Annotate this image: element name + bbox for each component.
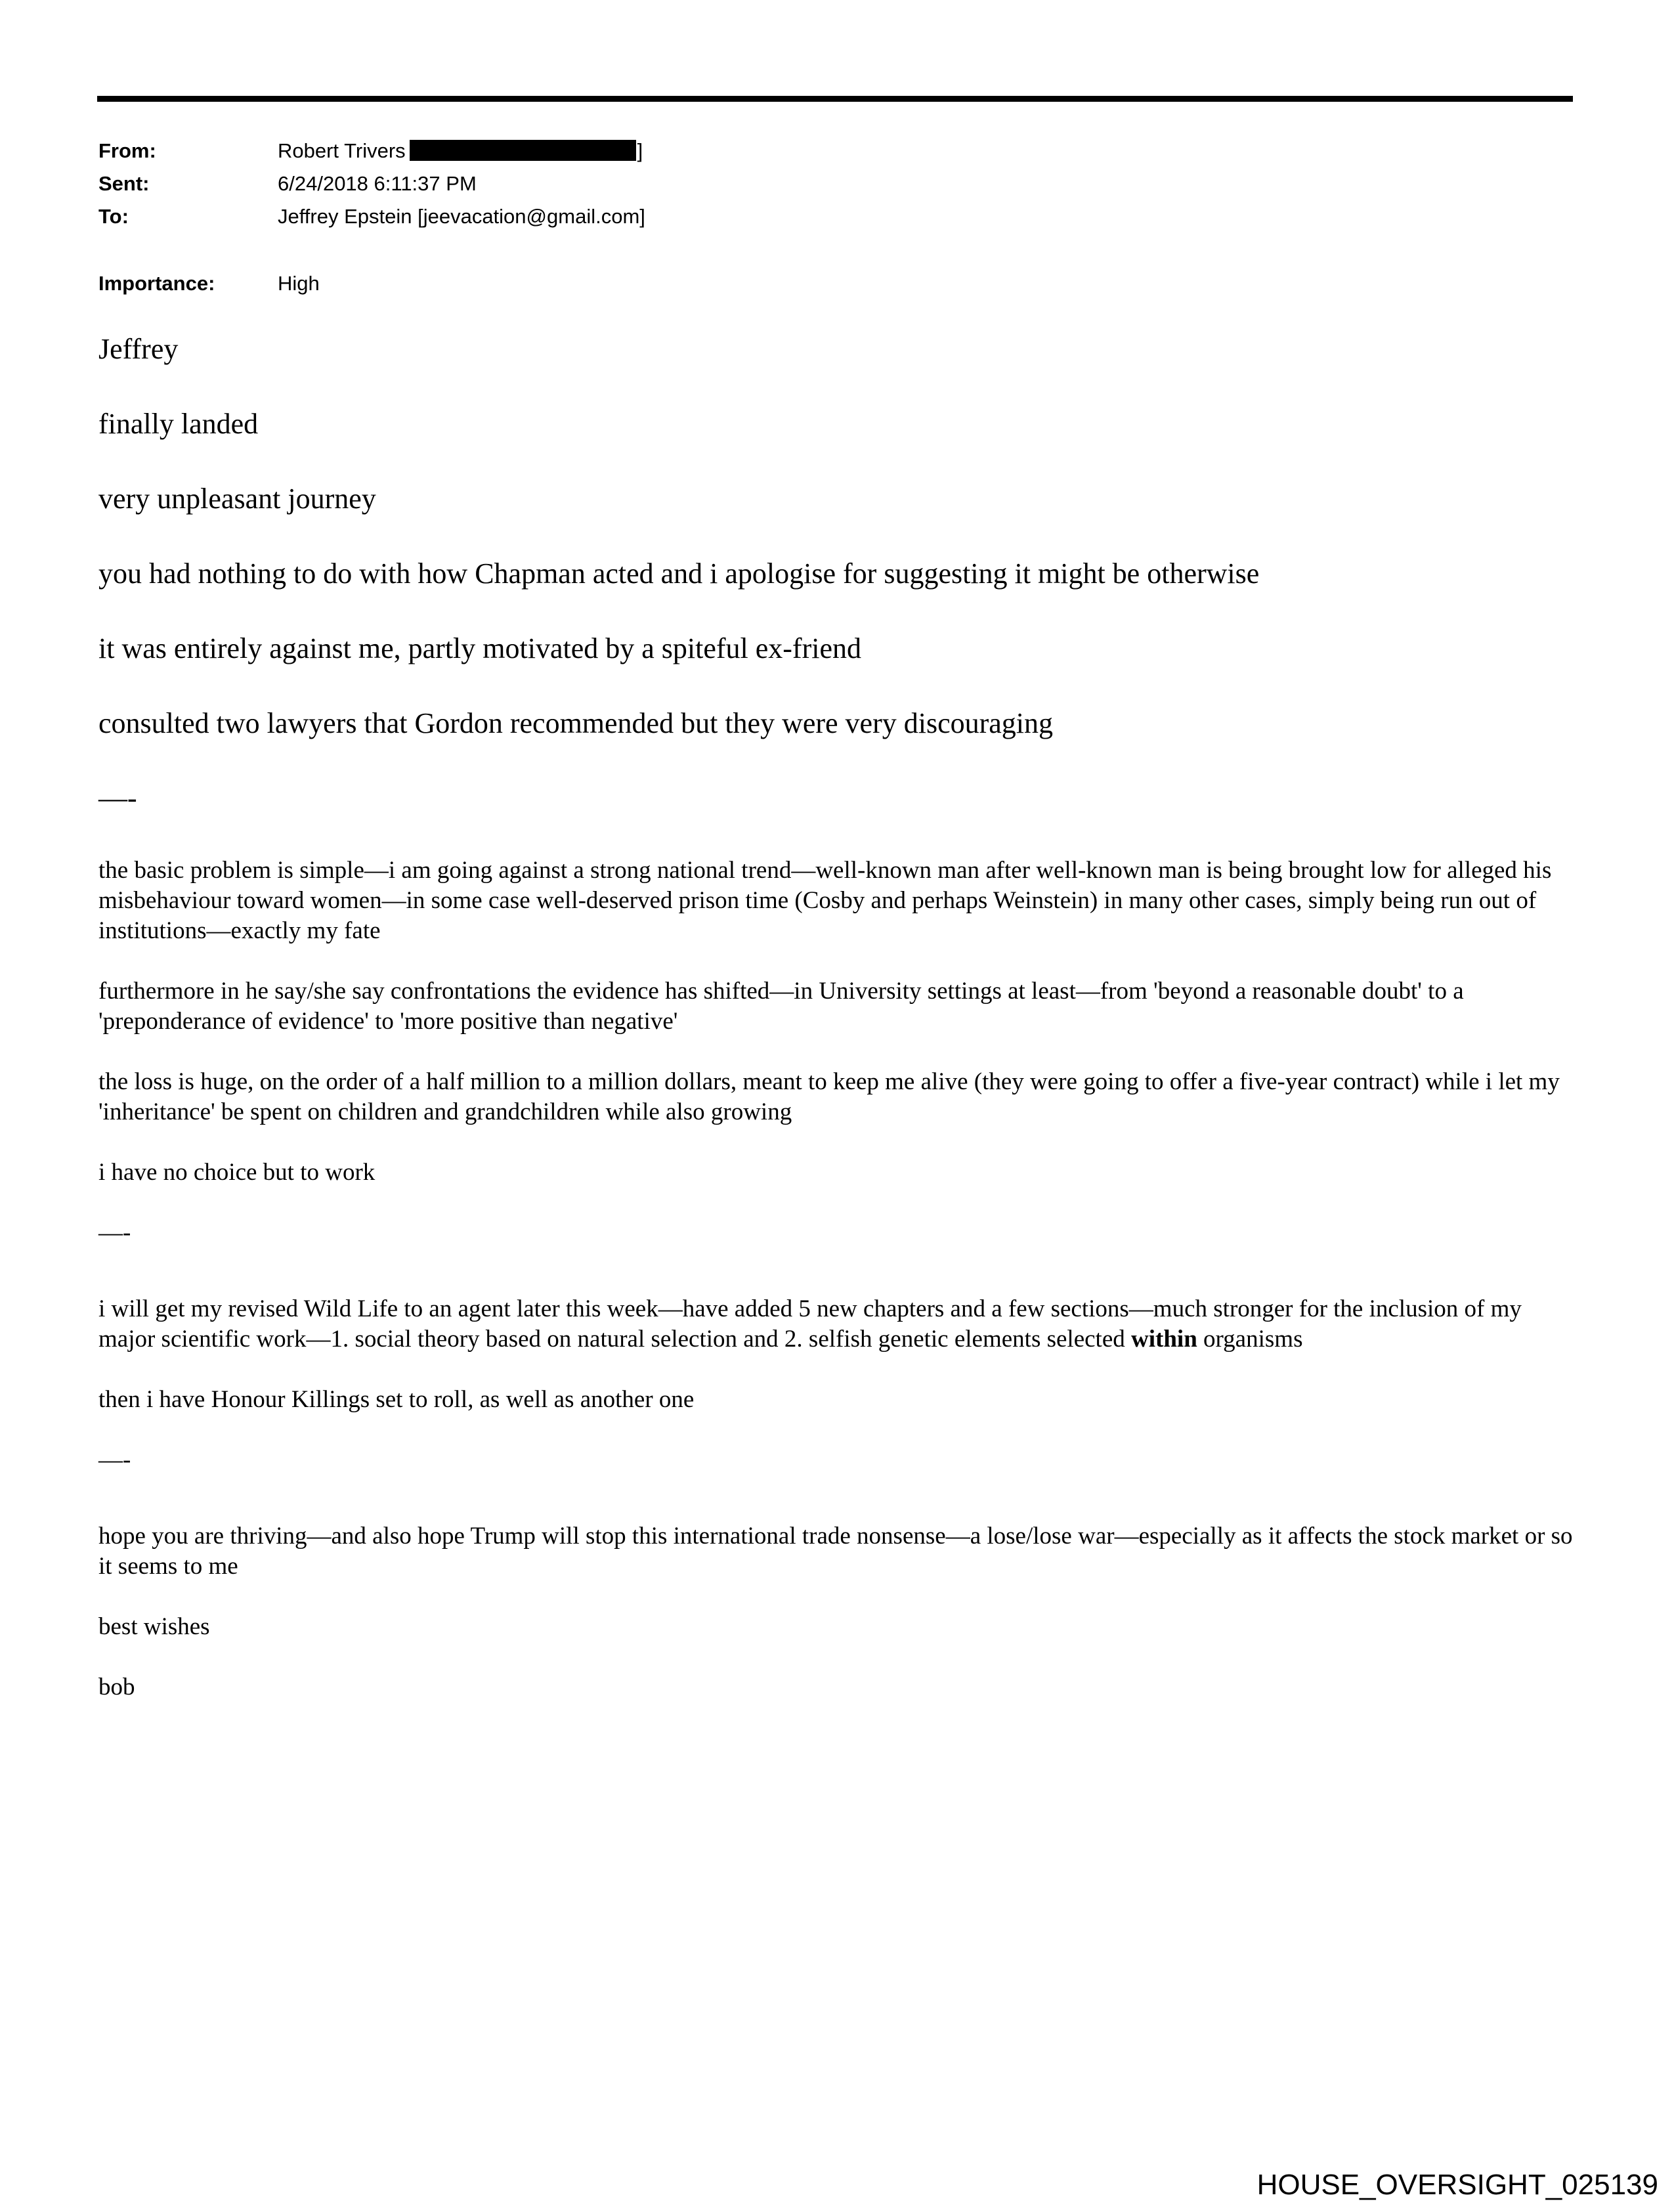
to-label: To: [98, 205, 129, 228]
body-paragraph [98, 631, 1577, 666]
text-run: —- [98, 1219, 131, 1246]
sent-value: 6/24/2018 6:11:37 PM [278, 172, 477, 195]
email-body [98, 332, 1577, 1733]
bold-text-run: within [1131, 1326, 1197, 1353]
body-paragraph [98, 481, 1577, 517]
body-paragraph [98, 1521, 1577, 1582]
body-paragraph [98, 1385, 1577, 1415]
body-paragraph [98, 406, 1577, 442]
importance-label: Importance: [98, 272, 215, 295]
text-run: —- [98, 1446, 131, 1473]
body-paragraph [98, 1294, 1577, 1355]
text-run: finally landed [98, 408, 259, 440]
redaction-bar [410, 140, 636, 161]
body-paragraph [98, 1067, 1577, 1127]
text-run: then i have Honour Killings set to roll, as well as another one [98, 1386, 695, 1413]
email-headers [98, 135, 1576, 300]
from-label: From: [98, 139, 156, 162]
text-run: consulted two lawyers that Gordon recommended but they were very discouraging [98, 707, 1054, 739]
body-paragraph [98, 856, 1577, 946]
separator-line [98, 781, 1577, 816]
top-rule [97, 96, 1573, 102]
header-row-importance [98, 267, 1576, 300]
from-value [278, 135, 643, 167]
separator-line [98, 1445, 1577, 1475]
text-run: hope you are thriving—and also hope Trump will stop this international trade nonsense—a lose/lose war—especially as it affects the stock market or so it seems to me [98, 1523, 1573, 1580]
text-run: the basic problem is simple—i am going against a strong national trend—well-known man after well-known man is being brought low for alleged his misbehaviour toward women—in some case well-deserved prison time (Cosby and perhaps Weinstein) in many other cases, simply being run out of institutions—exactly my fate [98, 857, 1552, 944]
from-name: Robert Trivers [278, 139, 406, 162]
body-paragraph [98, 706, 1577, 741]
body-paragraph [98, 1672, 1577, 1702]
header-row-sent [98, 167, 1576, 200]
body-paragraph [98, 976, 1577, 1037]
from-bracket-close: ] [637, 139, 643, 162]
text-run: Jeffrey [98, 333, 179, 365]
header-row-from [98, 135, 1576, 167]
body-paragraph [98, 1612, 1577, 1642]
bates-number: HOUSE_OVERSIGHT_025139 [1256, 2169, 1658, 2201]
to-value: Jeffrey Epstein [jeevacation@gmail.com] [278, 205, 645, 228]
text-run: organisms [1197, 1326, 1303, 1353]
separator-line [98, 1218, 1577, 1248]
header-row-to [98, 200, 1576, 233]
text-run: bob [98, 1674, 135, 1701]
body-paragraph [98, 332, 1577, 367]
text-run: best wishes [98, 1613, 210, 1640]
text-run: i have no choice but to work [98, 1159, 376, 1186]
sent-label: Sent: [98, 172, 150, 195]
body-paragraph [98, 556, 1577, 592]
text-run: you had nothing to do with how Chapman acted and i apologise for suggesting it might be otherwise [98, 557, 1260, 590]
body-paragraph [98, 1158, 1577, 1188]
text-run: it was entirely against me, partly motivated by a spiteful ex-friend [98, 632, 861, 664]
text-run: furthermore in he say/she say confrontations the evidence has shifted—in University settings at least—from 'beyond a reasonable doubt' to a 'preponderance of evidence' to 'more positive than negative' [98, 978, 1464, 1035]
text-run: very unpleasant journey [98, 483, 376, 515]
importance-value: High [278, 272, 320, 295]
text-run: —- [98, 782, 137, 814]
text-run: the loss is huge, on the order of a half million to a million dollars, meant to keep me alive (they were going to offer a five-year contract) while i let my 'inheritance' be spent on children and grandchildren while also growing [98, 1068, 1560, 1125]
text-run: i will get my revised Wild Life to an agent later this week—have added 5 new chapters and a few sections—much stronger for the inclusion of my major scientific work—1. social theory based on natural selection and 2. selfish genetic elements selected [98, 1295, 1522, 1353]
